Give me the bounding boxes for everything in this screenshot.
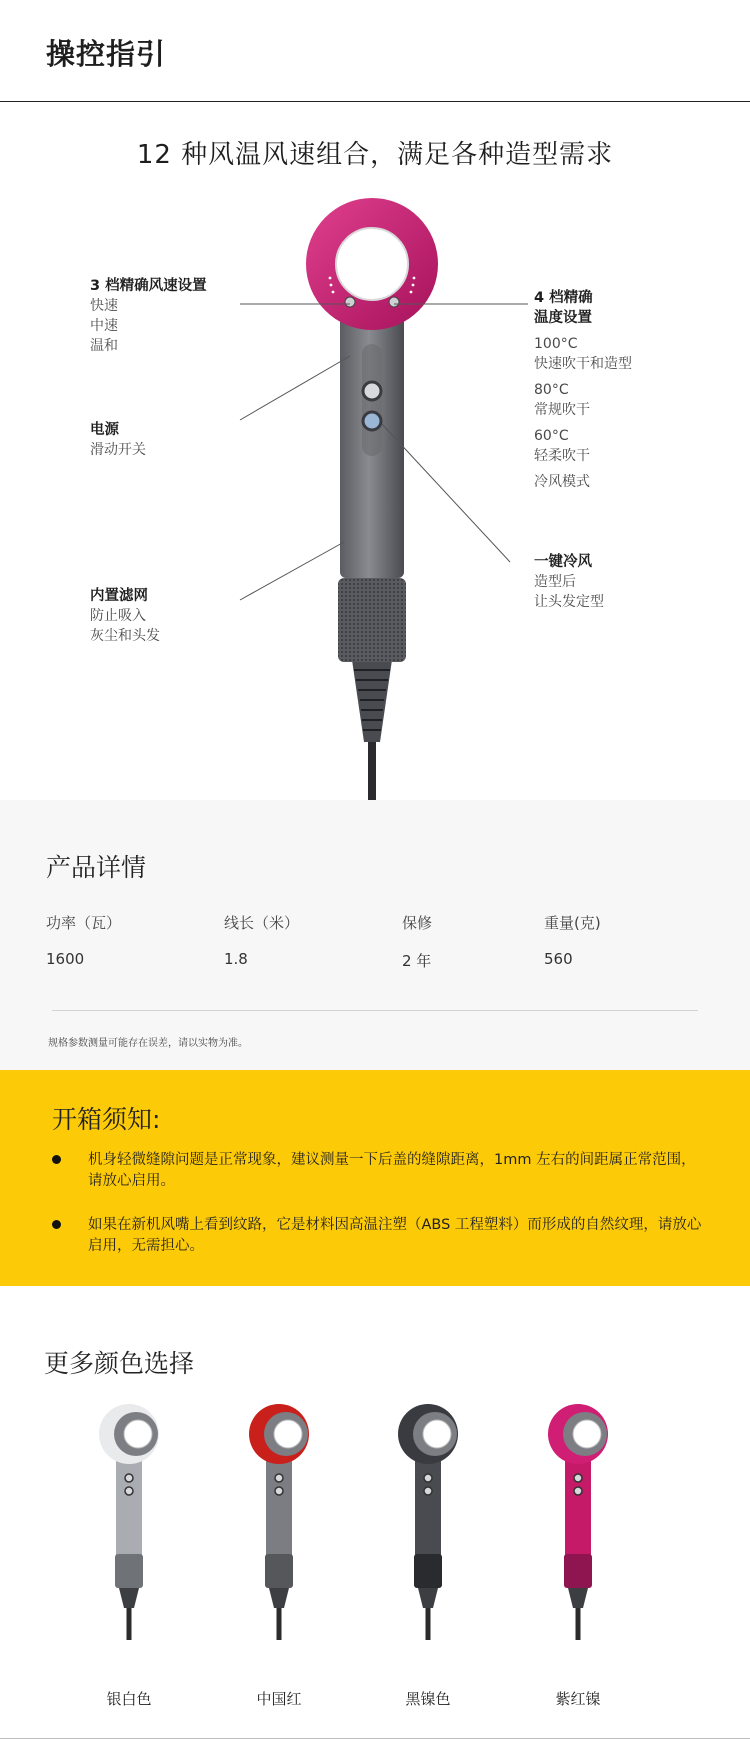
bullet-icon bbox=[52, 1220, 61, 1229]
color-swatch-image[interactable] bbox=[214, 1404, 344, 1644]
bullet-icon bbox=[52, 1155, 61, 1164]
spec-label-row bbox=[46, 912, 726, 934]
color-swatch-image[interactable] bbox=[363, 1404, 493, 1644]
spec-value-power: 1600 bbox=[46, 950, 85, 968]
right-temp-button-icon bbox=[389, 297, 399, 307]
controls-heading: 12 种风温风速组合，满足各种造型需求 bbox=[136, 140, 614, 170]
color-name-china-red[interactable]: 中国红 bbox=[256, 1690, 302, 1708]
temp-title-1: 4 档精确 bbox=[534, 290, 593, 306]
spec-value-weight: 560 bbox=[544, 950, 573, 968]
unbox-heading: 开箱须知: bbox=[52, 1105, 161, 1134]
heat-button-icon bbox=[363, 382, 381, 400]
filter-title: 内置滤网 bbox=[90, 588, 148, 604]
color-name-black-nickel[interactable]: 黑镍色 bbox=[405, 1690, 451, 1708]
unbox-item-text: 如果在新机风嘴上看到纹路，它是材料因高温注塑（ABS 工程塑料）而形成的自然纹理，请放心启用，无需担心。 bbox=[88, 1217, 702, 1254]
speed-medium: 中速 bbox=[90, 318, 118, 334]
unbox-item bbox=[52, 1150, 696, 1194]
temp-100: 100°C bbox=[534, 336, 578, 352]
color-name-silver-white[interactable]: 银白色 bbox=[106, 1690, 152, 1708]
spec-label-cord: 线长（米） bbox=[224, 914, 300, 932]
filter-desc-1: 防止吸入 bbox=[90, 608, 146, 624]
spec-value-cord: 1.8 bbox=[224, 950, 248, 968]
temp-callout bbox=[534, 288, 632, 492]
power-desc: 滑动开关 bbox=[90, 442, 146, 458]
color-swatch-image[interactable] bbox=[513, 1404, 643, 1644]
cold-shot-desc-2: 让头发定型 bbox=[534, 594, 604, 610]
cold-shot-button-icon bbox=[363, 412, 381, 430]
page-title: 操控指引 bbox=[46, 37, 167, 71]
temp-100-desc: 快速吹干和造型 bbox=[534, 356, 632, 372]
temp-60-desc: 轻柔吹干 bbox=[534, 448, 590, 464]
filter-callout bbox=[90, 586, 160, 646]
speed-callout bbox=[90, 276, 207, 356]
colors-heading: 更多颜色选择 bbox=[44, 1349, 195, 1378]
speed-title: 3 档精确风速设置 bbox=[90, 278, 207, 294]
spec-value-row bbox=[46, 950, 726, 972]
cold-shot-desc-1: 造型后 bbox=[534, 574, 576, 590]
dryer-head-opening bbox=[336, 228, 408, 300]
speed-fast: 快速 bbox=[90, 298, 118, 314]
details-disclaimer: 规格参数测量可能存在误差，请以实物为准。 bbox=[48, 1038, 248, 1049]
spec-label-warranty: 保修 bbox=[402, 914, 433, 932]
unboxing-notice-section bbox=[0, 1070, 750, 1286]
bottom-divider bbox=[0, 1738, 750, 1739]
temp-80: 80°C bbox=[534, 382, 569, 398]
product-details-section bbox=[0, 800, 750, 1070]
temp-80-desc: 常规吹干 bbox=[534, 402, 590, 418]
details-heading: 产品详情 bbox=[46, 853, 147, 882]
cold-shot-title: 一键冷风 bbox=[534, 554, 592, 570]
spec-value-warranty: 2 年 bbox=[402, 952, 432, 970]
filter-leader-line bbox=[240, 542, 344, 600]
details-divider bbox=[52, 1010, 698, 1011]
power-callout bbox=[90, 420, 146, 460]
temp-60: 60°C bbox=[534, 428, 569, 444]
color-options-section bbox=[0, 1286, 750, 1740]
unbox-item-text: 机身轻微缝隙问题是正常现象，建议测量一下后盖的缝隙距离，1mm 左右的间距属正常范围，请放心启用。 bbox=[88, 1152, 696, 1189]
unbox-item bbox=[52, 1215, 702, 1259]
page-header bbox=[0, 0, 750, 102]
cold-shot-callout bbox=[534, 552, 604, 612]
temp-title-2: 温度设置 bbox=[534, 310, 592, 326]
power-title: 电源 bbox=[90, 422, 119, 438]
color-swatch-image[interactable] bbox=[64, 1404, 194, 1644]
filter-mesh bbox=[338, 578, 406, 662]
left-speed-button-icon bbox=[345, 297, 355, 307]
spec-label-weight: 重量(克) bbox=[544, 914, 601, 932]
color-name-fuchsia-nickel[interactable]: 紫红镍 bbox=[555, 1690, 601, 1708]
filter-desc-2: 灰尘和头发 bbox=[90, 628, 160, 644]
spec-label-power: 功率（瓦） bbox=[46, 914, 122, 932]
strain-relief bbox=[352, 660, 392, 742]
temp-cold-mode: 冷风模式 bbox=[534, 474, 590, 490]
controls-section bbox=[0, 102, 750, 800]
speed-gentle: 温和 bbox=[90, 338, 118, 354]
power-leader-line bbox=[240, 356, 350, 420]
